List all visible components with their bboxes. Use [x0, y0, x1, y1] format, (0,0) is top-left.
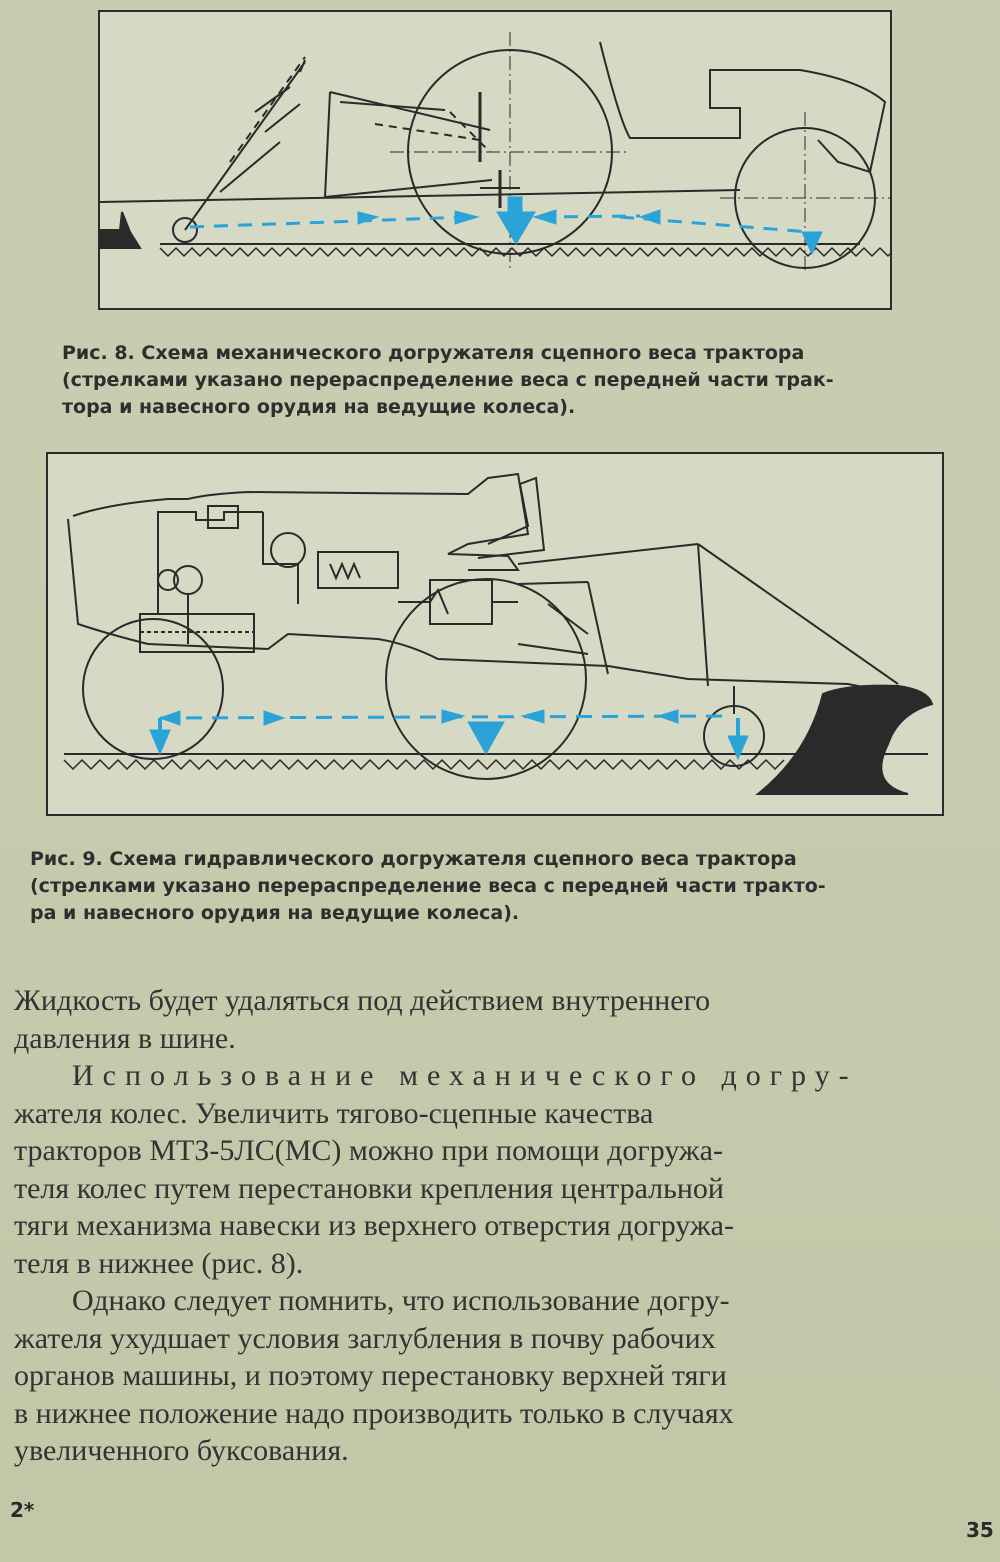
- caption-line: Рис. 8. Схема механического догружателя сцепного веса трактора: [62, 342, 805, 364]
- hydraulic-cylinder: [430, 580, 492, 624]
- lower-link: [185, 62, 305, 230]
- body-line: органов машины, и поэтому перестановку верхней тяги: [14, 1359, 727, 1392]
- body-line: в нижнее положение надо производить только в случаях: [14, 1396, 734, 1430]
- ground-hatching: [64, 760, 784, 769]
- body-line: теля в нижнее (рис. 8).: [14, 1246, 304, 1280]
- body-line: тракторов МТЗ-5ЛС(МС) можно при помощи догружа-: [14, 1134, 723, 1167]
- figure-8-drawing: [100, 12, 890, 308]
- implement-block: [100, 212, 140, 248]
- figure-9-hydraulic-scheme: [46, 452, 944, 816]
- upper-link: [518, 544, 698, 564]
- figure-8-mechanical-scheme: [98, 10, 892, 310]
- page-number: 35: [966, 1518, 994, 1542]
- body-line: давления в шине.: [14, 1021, 236, 1055]
- spring-box: [318, 552, 398, 588]
- tractor-body: [600, 42, 885, 172]
- valve: [271, 533, 305, 567]
- hull-line: [68, 519, 898, 694]
- body-line: теля колес путем перестановки крепления центральной: [14, 1171, 724, 1205]
- body-line: Жидкость будет удаляться под действием внутреннего: [14, 984, 711, 1017]
- body-line: жателя колес. Увеличить тягово-сцепные качества: [14, 1096, 654, 1130]
- body-line: Однако следует помнить, что использование догру-: [72, 1284, 730, 1317]
- body-line: жателя ухудшает условия заглубления в почву рабочих: [14, 1321, 716, 1355]
- weight-arrows: [190, 197, 822, 254]
- caption-line: (стрелками указано перераспределение веса с передней части тракто-: [30, 875, 826, 897]
- body-text: [14, 982, 984, 1470]
- figure-9-drawing: [48, 454, 942, 814]
- signature-mark: 2*: [10, 1498, 35, 1522]
- caption-line: ра и навесного орудия на ведущие колеса).: [30, 902, 520, 924]
- body-line: увеличенного буксования.: [14, 1434, 349, 1467]
- weight-arrows: [150, 710, 748, 759]
- tractor-body: [73, 474, 528, 570]
- plow: [758, 686, 932, 794]
- figure-9-caption: [30, 846, 960, 927]
- caption-line: (стрелками указано перераспределение веса с передней части трак-: [62, 369, 834, 391]
- caption-line: Рис. 9. Схема гидравлического догружателя сцепного веса трактора: [30, 848, 797, 870]
- section-heading-line: Использование механического догру-: [72, 1059, 858, 1092]
- figure-8-caption: [62, 340, 932, 421]
- caption-line: тора и навесного орудия на ведущие колеса).: [62, 396, 576, 418]
- body-line: тяги механизма навески из верхнего отверстия догружа-: [14, 1209, 734, 1242]
- seat: [478, 478, 544, 558]
